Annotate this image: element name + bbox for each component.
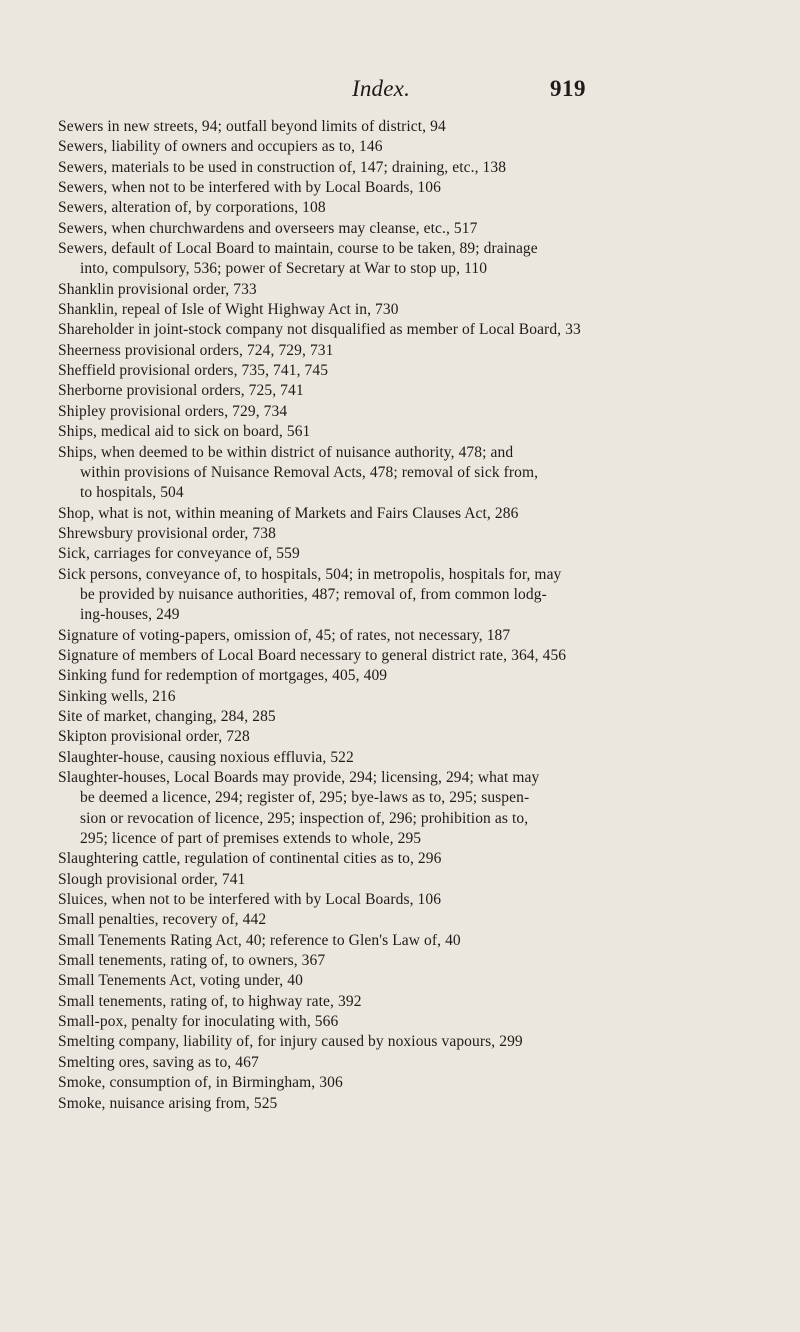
index-entry: [58, 1012, 768, 1032]
page-number: 919: [550, 76, 586, 101]
index-entry-line: Sewers, when churchwardens and overseers may cleanse, etc., 517: [58, 219, 478, 237]
index-entry: [58, 361, 768, 381]
index-entry: [58, 1053, 768, 1073]
index-entry-line: Signature of members of Local Board necessary to general district rate, 364, 456: [58, 646, 567, 664]
index-entry-line: Slaughtering cattle, regulation of continental cities as to, 296: [58, 850, 442, 868]
index-entry-continuation-line: be provided by nuisance authorities, 487; removal of, from common lodg-: [80, 585, 547, 603]
index-entry-line: Shanklin, repeal of Isle of Wight Highway Act in, 730: [58, 301, 399, 319]
index-entry: [58, 178, 768, 198]
index-entry: [58, 422, 768, 442]
index-entry: [58, 320, 768, 340]
index-entry: [58, 626, 768, 646]
index-entry-line: Smelting company, liability of, for injury caused by noxious vapours, 299: [58, 1033, 523, 1051]
index-entry: [58, 158, 768, 178]
index-entry: [58, 117, 768, 137]
index-entry-line: Sewers in new streets, 94; outfall beyond limits of district, 94: [58, 118, 446, 135]
index-entry: [58, 748, 768, 768]
index-entry-line: Small Tenements Rating Act, 40; reference to Glen's Law of, 40: [58, 931, 461, 949]
index-entry-line: Sick, carriages for conveyance of, 559: [58, 545, 300, 563]
index-entry: [58, 137, 768, 157]
index-entry-line: Sherborne provisional orders, 725, 741: [58, 382, 304, 400]
index-entry-line: Small-pox, penalty for inoculating with, 566: [58, 1013, 339, 1031]
index-entry-line: Skipton provisional order, 728: [58, 728, 250, 746]
index-entry: [58, 646, 768, 666]
index-entry: [58, 300, 768, 320]
index-entry: [58, 687, 768, 707]
index-entry-continuation-line: be deemed a licence, 294; register of, 295; bye-laws as to, 295; suspen-: [80, 789, 530, 807]
index-entry: [58, 849, 768, 869]
index-entry: [58, 381, 768, 401]
index-entry: [58, 239, 768, 280]
index-entry-line: Slaughter-house, causing noxious effluvia, 522: [58, 748, 354, 766]
index-entry-line: Sewers, liability of owners and occupiers as to, 146: [58, 138, 383, 156]
index-entry: [58, 198, 768, 218]
index-entry: [58, 971, 768, 991]
index-entry-line: Slough provisional order, 741: [58, 870, 246, 888]
index-entry: [58, 870, 768, 890]
index-entry-line: Small penalties, recovery of, 442: [58, 911, 267, 929]
index-entry-line: Shareholder in joint-stock company not disqualified as member of Local Board, 33: [58, 321, 581, 339]
index-entry: [58, 666, 768, 686]
running-head: [0, 76, 800, 106]
index-entry: [58, 341, 768, 361]
index-entry-continuation-line: 295; licence of part of premises extends to whole, 295: [80, 830, 422, 848]
index-entry-line: Ships, when deemed to be within district of nuisance authority, 478; and: [58, 443, 514, 461]
index-entry-line: Shop, what is not, within meaning of Markets and Fairs Clauses Act, 286: [58, 504, 519, 522]
index-entry-line: Shanklin provisional order, 733: [58, 280, 257, 298]
index-entry: [58, 707, 768, 727]
index-entry-continuation-line: into, compulsory, 536; power of Secretary at War to stop up, 110: [80, 260, 488, 278]
index-entry-line: Smoke, nuisance arising from, 525: [58, 1094, 278, 1112]
index-entry: [58, 280, 768, 300]
index-entry-line: Shrewsbury provisional order, 738: [58, 524, 276, 542]
index-entry-line: Small Tenements Act, voting under, 40: [58, 972, 303, 990]
index-entries: [58, 117, 768, 1114]
index-entry-continuation-line: sion or revocation of licence, 295; inspection of, 296; prohibition as to,: [80, 809, 529, 827]
index-entry: [58, 931, 768, 951]
index-entry: [58, 504, 768, 524]
index-entry-line: Sluices, when not to be interfered with by Local Boards, 106: [58, 891, 442, 909]
running-title: Index.: [352, 76, 411, 101]
index-entry-line: Sewers, materials to be used in construction of, 147; draining, etc., 138: [58, 158, 507, 176]
index-entry-line: Shipley provisional orders, 729, 734: [58, 402, 288, 420]
index-entry-line: Small tenements, rating of, to owners, 367: [58, 952, 326, 970]
index-entry: [58, 727, 768, 747]
index-entry-line: Sheffield provisional orders, 735, 741, 745: [58, 362, 329, 380]
index-entry-line: Signature of voting-papers, omission of, 45; of rates, not necessary, 187: [58, 626, 511, 644]
index-entry: [58, 443, 768, 504]
index-entry-line: Ships, medical aid to sick on board, 561: [58, 423, 311, 441]
index-entry: [58, 1032, 768, 1052]
index-entry-continuation-line: to hospitals, 504: [80, 484, 184, 502]
index-entry: [58, 1094, 768, 1114]
index-entry-line: Slaughter-houses, Local Boards may provide, 294; licensing, 294; what may: [58, 769, 540, 786]
index-entry-line: Sewers, default of Local Board to maintain, course to be taken, 89; drainage: [58, 240, 538, 258]
index-entry-continuation-line: ing-houses, 249: [80, 606, 180, 624]
index-entry: [58, 910, 768, 930]
index-entry: [58, 992, 768, 1012]
index-entry: [58, 544, 768, 564]
index-entry-line: Sinking fund for redemption of mortgages, 405, 409: [58, 667, 388, 685]
index-entry-line: Small tenements, rating of, to highway rate, 392: [58, 992, 362, 1010]
index-entry-line: Sewers, when not to be interfered with by Local Boards, 106: [58, 179, 441, 197]
index-entry-line: Sick persons, conveyance of, to hospitals, 504; in metropolis, hospitals for, may: [58, 565, 562, 583]
index-entry: [58, 219, 768, 239]
index-entry: [58, 951, 768, 971]
index-entry: [58, 890, 768, 910]
index-entry: [58, 524, 768, 544]
index-entry-continuation-line: within provisions of Nuisance Removal Acts, 478; removal of sick from,: [80, 463, 539, 481]
index-entry-line: Smelting ores, saving as to, 467: [58, 1053, 259, 1071]
index-entry: [58, 768, 768, 849]
index-entry-line: Sinking wells, 216: [58, 687, 176, 705]
index-entry-line: Smoke, consumption of, in Birmingham, 306: [58, 1074, 343, 1092]
index-entry-line: Sheerness provisional orders, 724, 729, 731: [58, 341, 334, 359]
index-entry: [58, 402, 768, 422]
index-entry-line: Site of market, changing, 284, 285: [58, 707, 276, 725]
index-entry: [58, 1073, 768, 1093]
index-entry-line: Sewers, alteration of, by corporations, 108: [58, 199, 326, 217]
index-entry: [58, 565, 768, 626]
